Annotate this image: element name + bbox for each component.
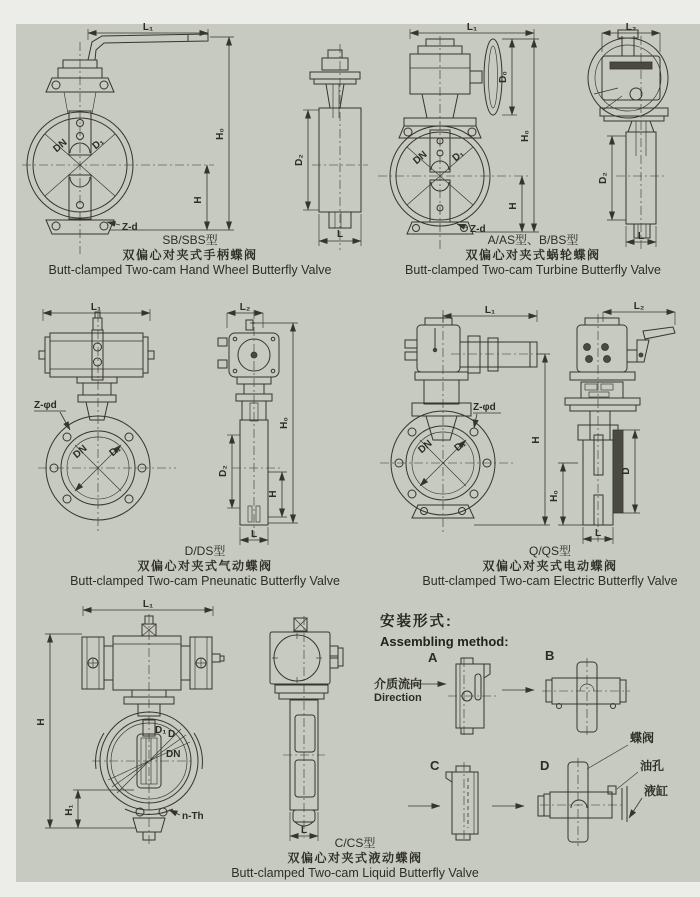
dim-label-h0: H₀ xyxy=(215,128,226,140)
callout-butterfly-valve: 蝶阀 xyxy=(630,731,655,745)
side-view xyxy=(218,310,280,538)
dim-label-dn: DN xyxy=(51,137,70,155)
dim-label-l: L xyxy=(637,231,645,242)
side-view xyxy=(588,30,668,250)
method-a-label: A xyxy=(428,650,438,665)
flow-direction-en: Direction xyxy=(374,692,422,704)
dim-label-d: D xyxy=(621,467,632,475)
dim-label-h: H xyxy=(36,718,47,726)
dim-label-h0: H₀ xyxy=(279,417,290,429)
dim-label-d1: D₁ xyxy=(107,443,124,459)
electric-valve-drawing xyxy=(356,298,700,552)
dim-label-h0: H₀ xyxy=(520,130,531,142)
dim-label-nth: n-Th xyxy=(182,811,204,822)
dim-label-d2: D₂ xyxy=(294,154,305,166)
model-code: Q/QS型 xyxy=(528,544,571,558)
dim-label-zpd: Z-φd xyxy=(473,402,496,413)
title-zh: 双偏心对夹式蜗轮蝶阀 xyxy=(465,248,601,262)
assembly-heading xyxy=(380,610,509,649)
title-en: Butt-clamped Two-cam Hand Wheel Butterfly Valve xyxy=(48,263,332,277)
hand-wheel-valve-drawing xyxy=(22,24,362,258)
side-view xyxy=(270,616,343,838)
method-d-label: D xyxy=(540,758,550,773)
dim-label-dn: DN xyxy=(166,749,181,760)
model-code: D/DS型 xyxy=(184,544,226,558)
dim-label-zd: Z-d xyxy=(470,224,486,235)
dim-label-l1: L₁ xyxy=(484,305,496,316)
dim-label-h: H xyxy=(193,196,204,204)
assembly-heading-en: Assembling method: xyxy=(380,634,509,649)
model-code: A/AS型、B/BS型 xyxy=(487,233,579,247)
dimension-lines xyxy=(34,309,298,545)
dim-label-l2: L₂ xyxy=(239,302,251,313)
dim-label-h1: H₁ xyxy=(64,804,75,816)
dim-label-h0: H₀ xyxy=(549,490,560,502)
title-zh: 双偏心对夹式液动蝶阀 xyxy=(287,851,423,865)
front-view xyxy=(378,36,528,252)
dim-label-dn: DN xyxy=(71,443,90,461)
dim-label-d1: D₁ xyxy=(90,136,107,152)
dim-label-l1: L₁ xyxy=(466,22,478,33)
caption-hand-wheel xyxy=(22,233,358,277)
method-a xyxy=(448,658,498,736)
title-en: Butt-clamped Two-cam Electric Butterfly Valve xyxy=(422,574,678,588)
title-en: Butt-clamped Two-cam Pneunatic Butterfly Valve xyxy=(70,574,340,588)
front-view xyxy=(38,312,176,534)
dim-label-d: D xyxy=(168,729,176,740)
dim-label-d1: D₁ xyxy=(155,725,167,736)
method-d xyxy=(538,758,627,846)
dim-label-l1: L₁ xyxy=(90,302,102,313)
dim-label-l: L xyxy=(250,529,258,540)
title-zh: 双偏心对夹式气动蝶阀 xyxy=(137,559,273,573)
dim-label-d0: D₀ xyxy=(498,71,509,83)
assembly-methods-drawing xyxy=(372,648,700,856)
title-en: Butt-clamped Two-cam Liquid Butterfly Valve xyxy=(231,866,479,880)
pneumatic-valve-drawing xyxy=(18,298,362,552)
caption-electric xyxy=(390,544,700,588)
title-zh: 双偏心对夹式手柄蝶阀 xyxy=(122,248,258,262)
dim-label-dn: DN xyxy=(416,438,435,456)
front-view xyxy=(380,314,550,534)
dim-label-d1: D₁ xyxy=(450,148,467,164)
title-zh: 双偏心对夹式电动蝶阀 xyxy=(482,559,618,573)
front-view xyxy=(22,34,214,254)
dim-label-h: H xyxy=(531,436,542,444)
model-code: SB/SBS型 xyxy=(162,233,218,247)
dim-label-l: L xyxy=(594,528,602,539)
method-c-label: C xyxy=(430,758,440,773)
dim-label-l2: L₂ xyxy=(625,22,637,33)
dim-label-l: L xyxy=(300,825,308,836)
dim-label-h: H xyxy=(268,490,279,498)
front-view xyxy=(82,614,224,844)
dim-label-d1: D₁ xyxy=(452,438,469,454)
assembly-heading-zh: 安装形式: xyxy=(380,614,453,630)
caption-turbine xyxy=(365,233,700,277)
dim-label-l2: L₂ xyxy=(633,301,645,312)
model-code: C/CS型 xyxy=(334,836,376,850)
dim-label-d2: D₂ xyxy=(598,172,609,184)
dim-label-zpd: Z-φd xyxy=(34,400,57,411)
dim-label-dn: DN xyxy=(411,149,430,167)
dimension-lines xyxy=(443,310,675,544)
method-c xyxy=(446,762,478,840)
dim-label-d2: D₂ xyxy=(218,465,229,477)
caption-pneumatic xyxy=(30,544,380,588)
dim-label-l1: L₁ xyxy=(142,599,154,610)
title-en: Butt-clamped Two-cam Turbine Butterfly Valve xyxy=(405,263,661,277)
turbine-valve-drawing xyxy=(360,24,696,258)
side-view xyxy=(565,314,675,542)
liquid-valve-drawing xyxy=(16,594,372,850)
dim-label-h: H xyxy=(508,202,519,210)
flow-direction-zh: 介质流向 xyxy=(374,677,423,691)
callout-oil-hole: 油孔 xyxy=(640,759,665,773)
dim-label-zd: Z-d xyxy=(122,222,138,233)
method-b xyxy=(542,658,630,736)
callout-liquid-cylinder: 液缸 xyxy=(644,784,669,798)
dim-label-l1: L₁ xyxy=(142,22,154,33)
dim-label-l: L xyxy=(336,229,344,240)
method-b-label: B xyxy=(545,648,555,663)
